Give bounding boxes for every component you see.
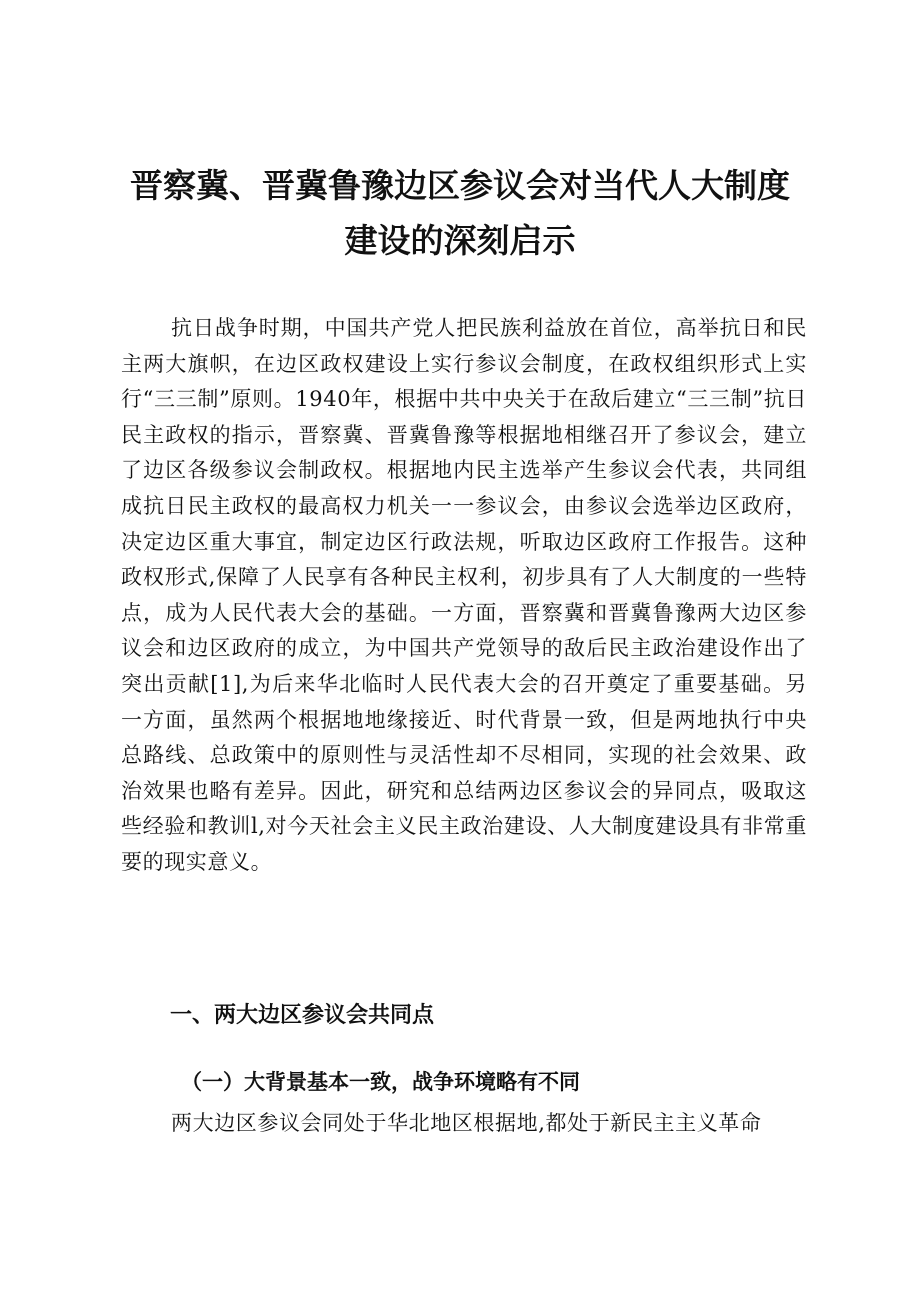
- document-title-line-1: 晋察冀、晋冀鲁豫边区参议会对当代人大制度: [130, 166, 790, 205]
- section-heading: 一、两大边区参议会共同点: [170, 1003, 435, 1028]
- intro-paragraph: 抗日战争时期，中国共产党人把民族利益放在首位，高举抗日和民主两大旗帜，在边区政权建设上实行参议会制度，在政权组织形式上实行“三三制”原则。1940年，根据中共中央关于在敌后建立“三三制”抗日民主政权的指示，晋察冀、晋冀鲁豫等根据地相继召开了参议会，建立了边区各级参议会制政权。根据地内民主选举产生参议会代表，共同组成抗日民主政权的最高权力机关一一参议会，由参议会选举边区政府，决定边区重大事宜，制定边区行政法规，听取边区政府工作报告。这种政权形式,保障了人民享有各种民主权利，初步具有了人大制度的一些特点，成为人民代表大会的基础。一方面，晋察冀和晋冀鲁豫两大边区参议会和边区政府的成立，为中国共产党领导的敌后民主政治建设作出了突出贡献[1],为后来华北临时人民代表大会的召开奠定了重要基础。另一方面，虽然两个根据地地缘接近、时代背景一致，但是两地执行中央总路线、总政策中的原则性与灵活性却不尽相同，实现的社会效果、政治效果也略有差异。因此，研究和总结两边区参议会的异同点，吸取这些经验和教训l,对今天社会主义民主政治建设、人大制度建设具有非常重要的现实意义。: [121, 316, 807, 874]
- document-title-line-2: 建设的深刻启示: [344, 221, 576, 260]
- subsection-heading: （一）大背景基本一致，战争环境略有不同: [181, 1069, 580, 1094]
- body-paragraph: 两大边区参议会同处于华北地区根据地,都处于新民主主义革命: [171, 1111, 762, 1135]
